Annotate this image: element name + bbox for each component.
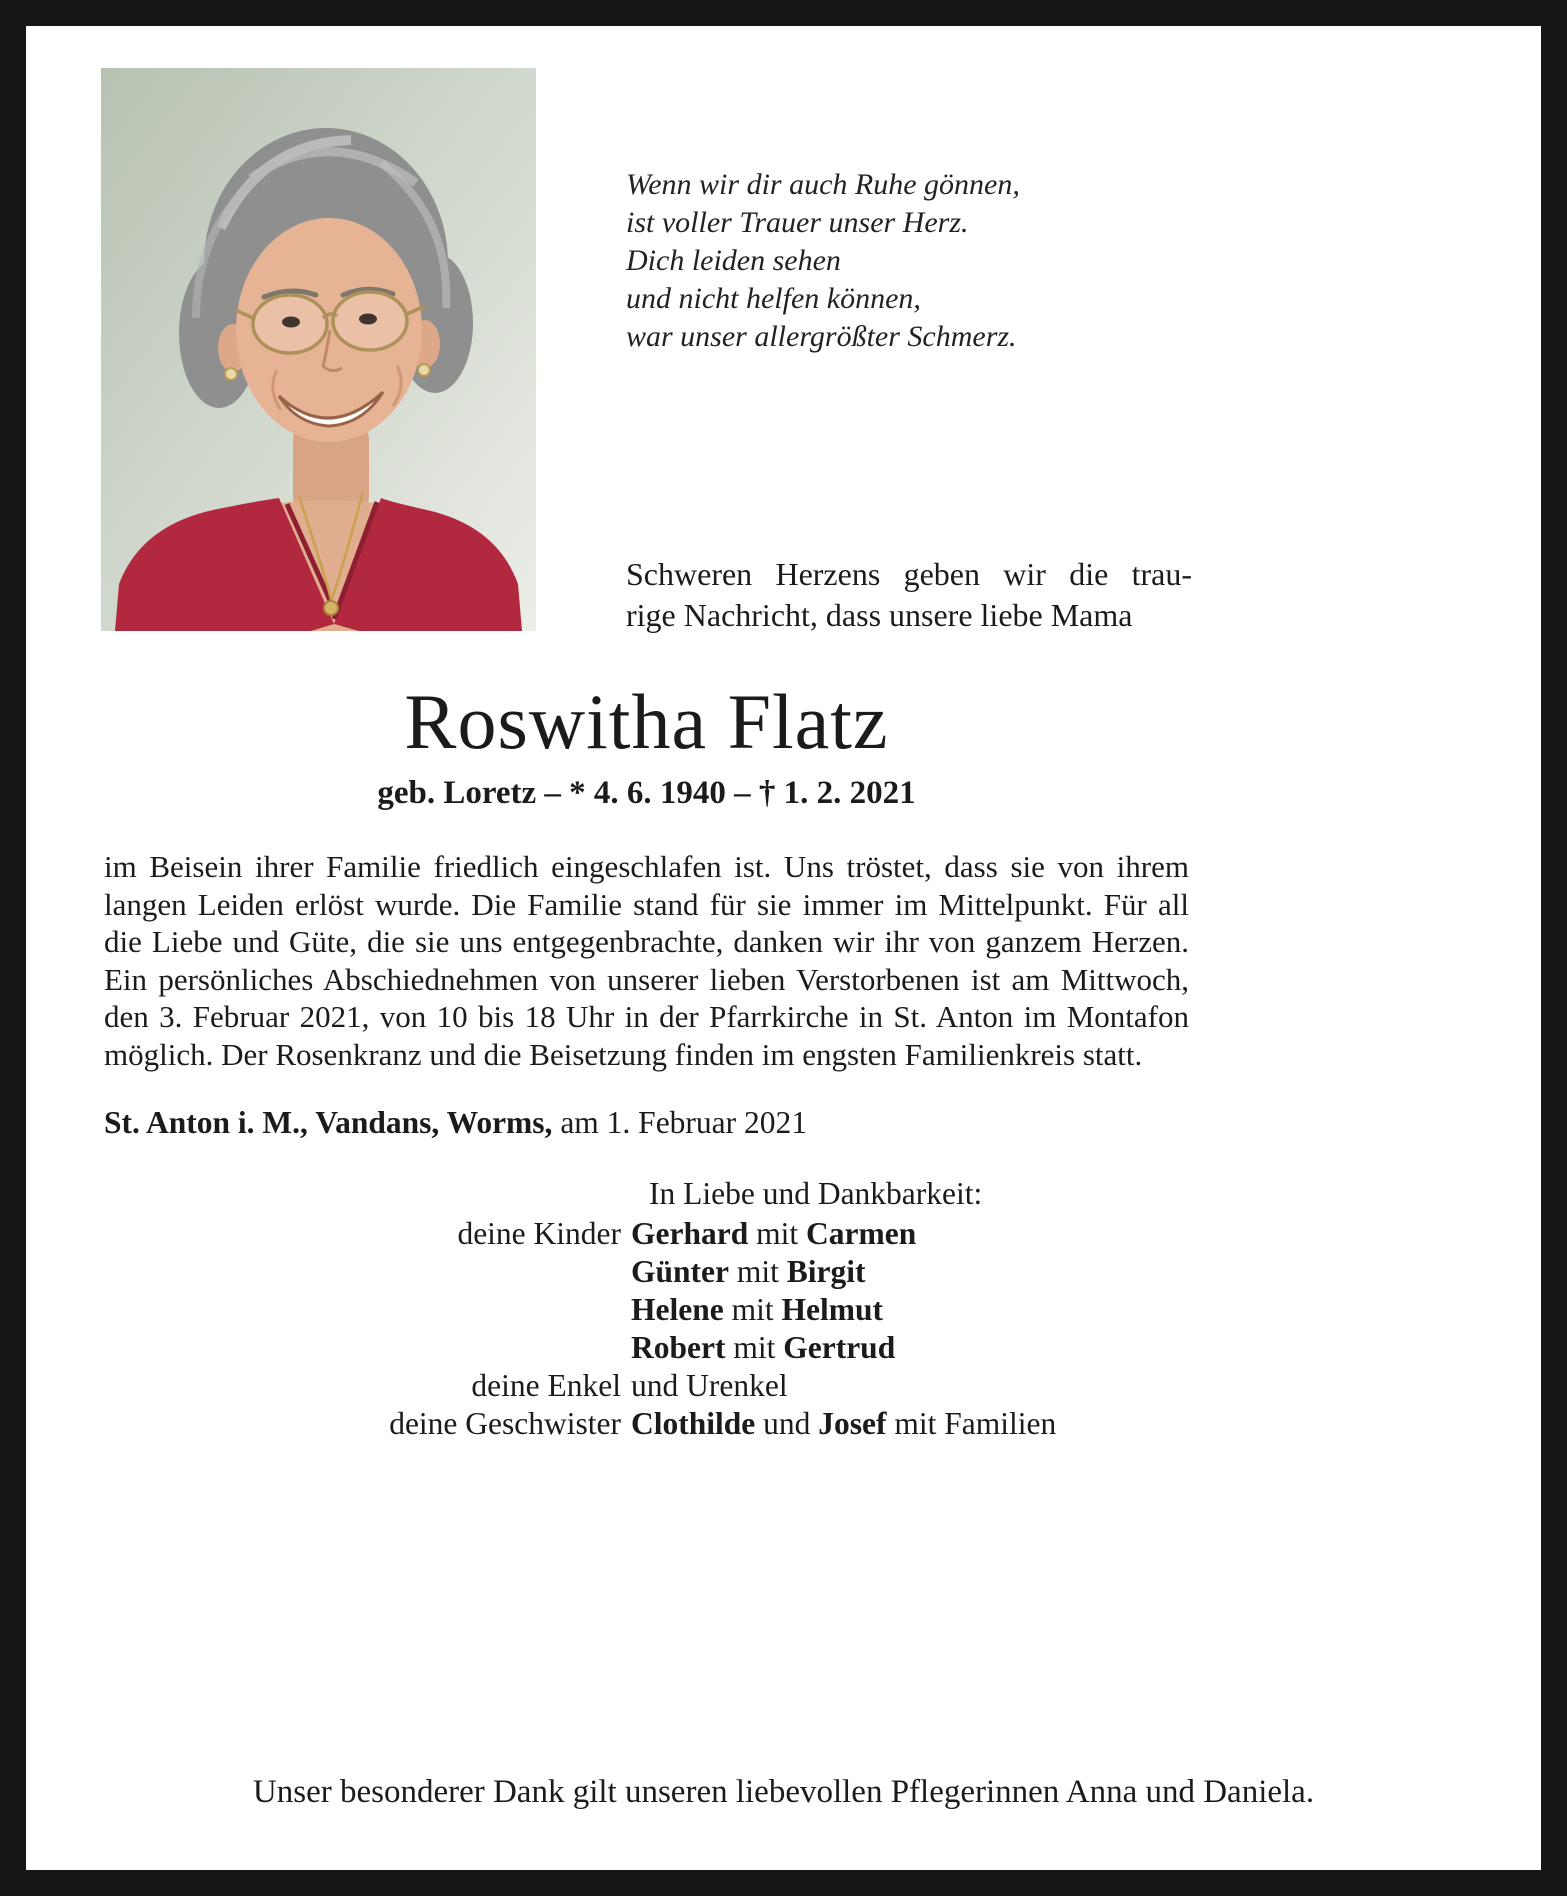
child-name: Robert [631, 1329, 726, 1365]
family-children-names [631, 1253, 866, 1291]
memorial-poem [626, 166, 1020, 356]
partner-name: Birgit [786, 1253, 866, 1289]
family-children-row [104, 1329, 1189, 1367]
family-grandchildren-text: und Urenkel [631, 1367, 788, 1403]
obituary-sheet [26, 26, 1541, 1870]
poem-line: ist voller Trauer unser Herz. [626, 206, 969, 239]
family-section [104, 1173, 1189, 1443]
partner-name: Gertrud [783, 1329, 896, 1365]
dateline-places: St. Anton i. M., Vandans, Worms, [104, 1105, 553, 1141]
sibling-name: Josef [818, 1405, 887, 1441]
family-siblings-row [104, 1405, 1189, 1443]
announcement-line: rige Nachricht, dass unsere liebe Mama [626, 597, 1133, 633]
birth-death-details: geb. Loretz – * 4. 6. 1940 – † 1. 2. 2021 [377, 775, 916, 812]
poem-line: war unser allergrößter Schmerz. [626, 320, 1017, 353]
family-grandchildren-row [104, 1367, 1189, 1405]
family-children-label-empty [104, 1329, 621, 1367]
portrait-illustration [101, 68, 536, 631]
thanks-line: Unser besonderer Dank gilt unseren liebevollen Pflegerinnen Anna und Daniela. [252, 1774, 1315, 1810]
poem-line: Wenn wir dir auch Ruhe gönnen, [626, 168, 1020, 201]
family-children-names [631, 1215, 916, 1253]
connector-word: mit [748, 1215, 806, 1251]
announcement-intro [626, 554, 1192, 636]
family-siblings-names [631, 1405, 1056, 1443]
family-siblings-label: deine Geschwister [389, 1405, 621, 1441]
portrait-photo [101, 68, 536, 631]
family-children-row [104, 1291, 1189, 1329]
sibling-name: Clothilde [631, 1405, 756, 1441]
family-grandchildren-label: deine Enkel [471, 1367, 621, 1403]
connector-word: mit [725, 1329, 784, 1365]
family-children-row [104, 1215, 1189, 1253]
dateline-date: am 1. Februar 2021 [552, 1105, 808, 1141]
main-column [104, 678, 1189, 1443]
poem-line: und nicht helfen können, [626, 282, 921, 315]
child-name: Helene [631, 1291, 724, 1327]
family-children-names [631, 1291, 883, 1329]
connector-word: mit [723, 1291, 782, 1327]
family-children-row [104, 1253, 1189, 1291]
deceased-name: Roswitha Flatz [404, 678, 889, 765]
announcement-line: Schweren Herzens geben wir die trau- [626, 556, 1192, 592]
partner-name: Carmen [806, 1215, 917, 1251]
poem-line: Dich leiden sehen [626, 244, 841, 277]
obituary-body-text: im Beisein ihrer Familie friedlich eingeschlafen ist. Uns tröstet, dass sie von ihrem langen Leiden erlöst wurde. Die Familie stand für sie immer im Mittelpunkt. Für all die Liebe und Güte, die sie uns entgegenbrachte, danken wir ihr von ganzem Herzen. Ein persönliches Abschiednehmen von unserer lieben Verstorbenen ist am Mittwoch, den 3. Februar 2021, von 10 bis 18 Uhr in der Pfarrkirche in St. Anton im Montafon möglich. Der Rosenkranz und die Beisetzung finden im engsten Familienkreis statt. [104, 849, 1189, 1072]
family-children-label: deine Kinder [457, 1215, 621, 1251]
family-intro: In Liebe und Dankbarkeit: [649, 1175, 983, 1211]
family-children-label-empty [104, 1253, 621, 1291]
child-name: Günter [631, 1253, 729, 1289]
partner-name: Helmut [781, 1291, 883, 1327]
family-children-names [631, 1329, 895, 1367]
siblings-tail: mit Familien [886, 1405, 1057, 1441]
dateline [104, 1105, 1189, 1141]
family-children-label-empty [104, 1291, 621, 1329]
child-name: Gerhard [631, 1215, 749, 1251]
connector-word: mit [729, 1253, 787, 1289]
connector-word: und [755, 1405, 819, 1441]
